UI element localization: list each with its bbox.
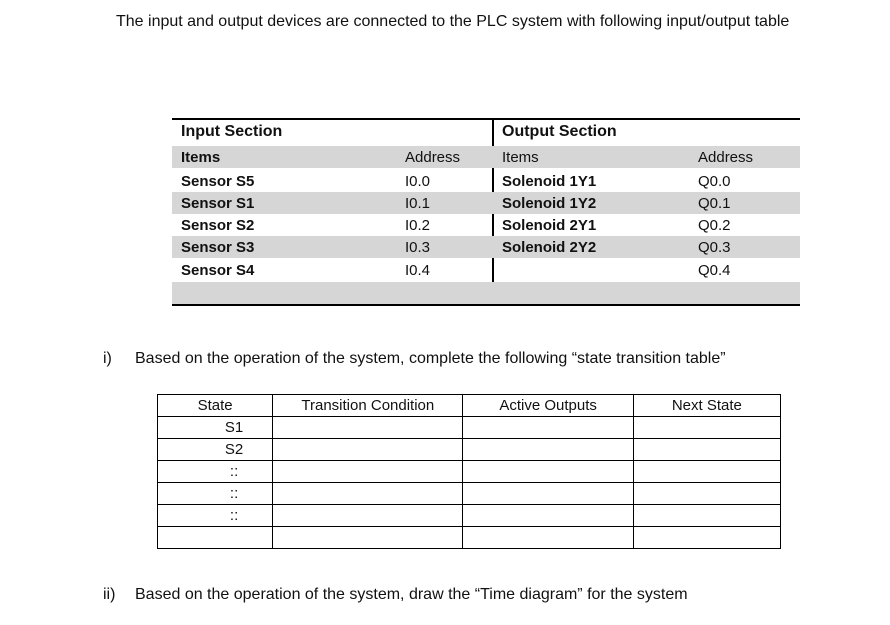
- transition-condition-header: Transition Condition: [273, 395, 463, 417]
- empty-shaded-row: [172, 282, 800, 304]
- question-ii: [103, 584, 843, 606]
- table-row: [158, 483, 781, 505]
- output-item: Solenoid 2Y2: [502, 239, 597, 256]
- transition-condition-cell[interactable]: [273, 527, 463, 549]
- address-out-header: Address: [698, 149, 754, 166]
- table-row: [158, 505, 781, 527]
- transition-condition-cell[interactable]: [273, 439, 463, 461]
- output-address: Q0.2: [698, 217, 731, 234]
- active-outputs-cell[interactable]: [463, 417, 633, 439]
- state-transition-table: [157, 394, 781, 549]
- state-table-header-row: [158, 395, 781, 417]
- active-outputs-cell[interactable]: [463, 439, 633, 461]
- transition-condition-cell[interactable]: [273, 483, 463, 505]
- next-state-cell[interactable]: [633, 505, 780, 527]
- output-item: Solenoid 1Y2: [502, 195, 597, 212]
- input-address: I0.3: [405, 239, 431, 256]
- active-outputs-cell[interactable]: [463, 461, 633, 483]
- next-state-cell[interactable]: [633, 461, 780, 483]
- active-outputs-cell[interactable]: [463, 527, 633, 549]
- input-address: I0.0: [405, 173, 431, 190]
- column-header-row: [172, 146, 800, 168]
- next-state-cell[interactable]: [633, 483, 780, 505]
- active-outputs-cell[interactable]: [463, 505, 633, 527]
- intro-text: The input and output devices are connected to the PLC system with following input/output table: [116, 13, 790, 30]
- output-item: Solenoid 1Y1: [502, 173, 597, 190]
- io-row: [172, 214, 800, 236]
- state-cell: ::: [158, 461, 273, 483]
- input-address: I0.4: [405, 262, 431, 279]
- question-i-text: Based on the operation of the system, complete the following “state transition table”: [135, 350, 726, 367]
- items-in-header: Items: [181, 149, 221, 166]
- section-header-row: [172, 120, 800, 142]
- io-row: [172, 170, 800, 192]
- input-item: Sensor S2: [181, 217, 255, 234]
- next-state-cell[interactable]: [633, 527, 780, 549]
- output-address: Q0.1: [698, 195, 731, 212]
- items-out-header: Items: [502, 149, 539, 166]
- next-state-header: Next State: [633, 395, 780, 417]
- table-row: [158, 461, 781, 483]
- io-row: [172, 259, 800, 281]
- output-address: Q0.0: [698, 173, 731, 190]
- question-ii-number: ii): [103, 586, 116, 603]
- io-table: [172, 118, 800, 306]
- transition-condition-cell[interactable]: [273, 505, 463, 527]
- next-state-cell[interactable]: [633, 417, 780, 439]
- table-row: [158, 439, 781, 461]
- next-state-cell[interactable]: [633, 439, 780, 461]
- table-row: [158, 417, 781, 439]
- state-header: State: [158, 395, 273, 417]
- question-i: [103, 348, 843, 370]
- io-row: [172, 236, 800, 258]
- state-cell: [158, 527, 273, 549]
- table-row: [158, 527, 781, 549]
- state-cell: ::: [158, 483, 273, 505]
- output-address: Q0.3: [698, 239, 731, 256]
- state-cell: S1: [158, 417, 273, 439]
- input-item: Sensor S4: [181, 262, 255, 279]
- input-address: I0.2: [405, 217, 431, 234]
- input-item: Sensor S1: [181, 195, 255, 212]
- active-outputs-cell[interactable]: [463, 483, 633, 505]
- question-i-number: i): [103, 350, 112, 367]
- state-cell: S2: [158, 439, 273, 461]
- input-item: Sensor S5: [181, 173, 255, 190]
- input-item: Sensor S3: [181, 239, 255, 256]
- active-outputs-header: Active Outputs: [463, 395, 633, 417]
- output-item: Solenoid 2Y1: [502, 217, 597, 234]
- address-in-header: Address: [405, 149, 461, 166]
- input-section-title: Input Section: [181, 123, 283, 140]
- output-address: Q0.4: [698, 262, 731, 279]
- output-section-title: Output Section: [502, 123, 617, 140]
- io-row: [172, 192, 800, 214]
- input-address: I0.1: [405, 195, 431, 212]
- transition-condition-cell[interactable]: [273, 417, 463, 439]
- state-cell: ::: [158, 505, 273, 527]
- transition-condition-cell[interactable]: [273, 461, 463, 483]
- question-ii-text: Based on the operation of the system, draw the “Time diagram” for the system: [135, 586, 688, 603]
